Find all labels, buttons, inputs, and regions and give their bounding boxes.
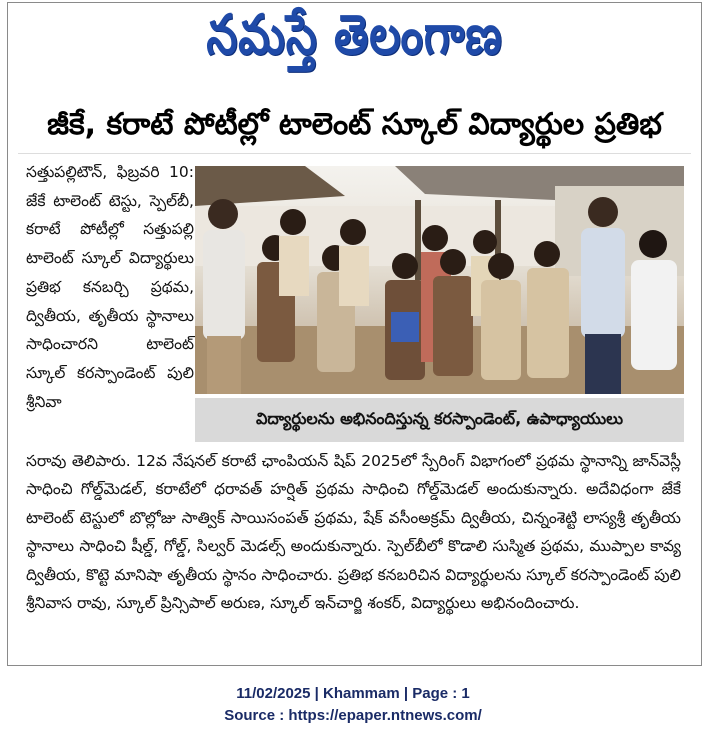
article-body-full: [26, 447, 681, 617]
masthead-title: నమస్తే తెలంగాణ: [206, 3, 503, 67]
article-headline: జీకే, కరాటే పోటీల్లో టాలెంట్ స్కూల్ విద్యార్థుల ప్రతిభ: [47, 107, 662, 142]
article-photo: [195, 166, 684, 394]
masthead: [8, 3, 701, 77]
article-body-column: [26, 158, 194, 416]
divider: [18, 153, 691, 154]
photo-caption: విద్యార్థులను అభినందిస్తున్న కరస్పాండెంట్, ఉపాధ్యాయులు: [195, 398, 684, 442]
students-group-photo: [195, 166, 684, 394]
article-body-column-text: సత్తుపల్లిటౌన్, ఫిబ్రవరి 10: జేకే టాలెంట్ టెస్టు, స్పెల్‌బీ, కరాటే పోటీల్లో సత్తుపల్లి టాలెంట్ స్కూల్ విద్యార్థులు ప్రతిభ కనబర్చి ప్రథమ, ద్వితీయ, తృతీయ స్థానాలు సాధించారని టాలెంట్ స్కూల్ కరస్పాండెంట్ పులి శ్రీనివా: [26, 163, 194, 411]
article-body-full-text: సరావు తెలిపారు. 12వ నేషనల్ కరాటే ఛాంపియన్ షిప్ 2025లో స్పేరింగ్ విభాగంలో ప్రథమ స్థానాన్ని జాన్‌వెస్లీ సాధించి గోల్డ్‌మెడల్, కరాటేలో ధరావత్ హర్షిత్ ప్రథమ సాధించి గోల్డ్‌మెడల్ అందుకున్నారు. అదేవిధంగా జేకే టాలెంట్ టెస్టులో బొల్లోజు సాత్విక్ సాయిసంపత్ ప్రథమ, షేక్ వసీంఅక్రమ్ ద్వితీయ, చిన్నంశెట్టి లాస్యశ్రీ తృతీయ స్థానాలు సాధించి షీల్డ్, గోల్డ్, సిల్వర్ మెడల్స్ అందుకున్నారు. స్పెల్‌బీలో కొడాలి సుస్మిత ప్రథమ, ముప్పాల కావ్య ద్వితీయ, కొట్టె మానిషా తృతీయ స్థానం సాధించారు. ప్రతిభ కనబరిచిన విద్యార్థులను స్కూల్ కరస్పాండెంట్ పులి శ్రీనివాస రావు, స్కూల్ ప్రిన్సిపాల్ అరుణ, స్కూల్ ఇన్‌చార్జి శంకర్, విద్యార్థులు అభినందించారు.: [26, 452, 681, 613]
footer-edition-info: 11/02/2025 | Khammam | Page : 1: [236, 685, 470, 702]
footer-source-link[interactable]: Source : https://epaper.ntnews.com/: [224, 707, 482, 724]
footer: [0, 683, 706, 727]
